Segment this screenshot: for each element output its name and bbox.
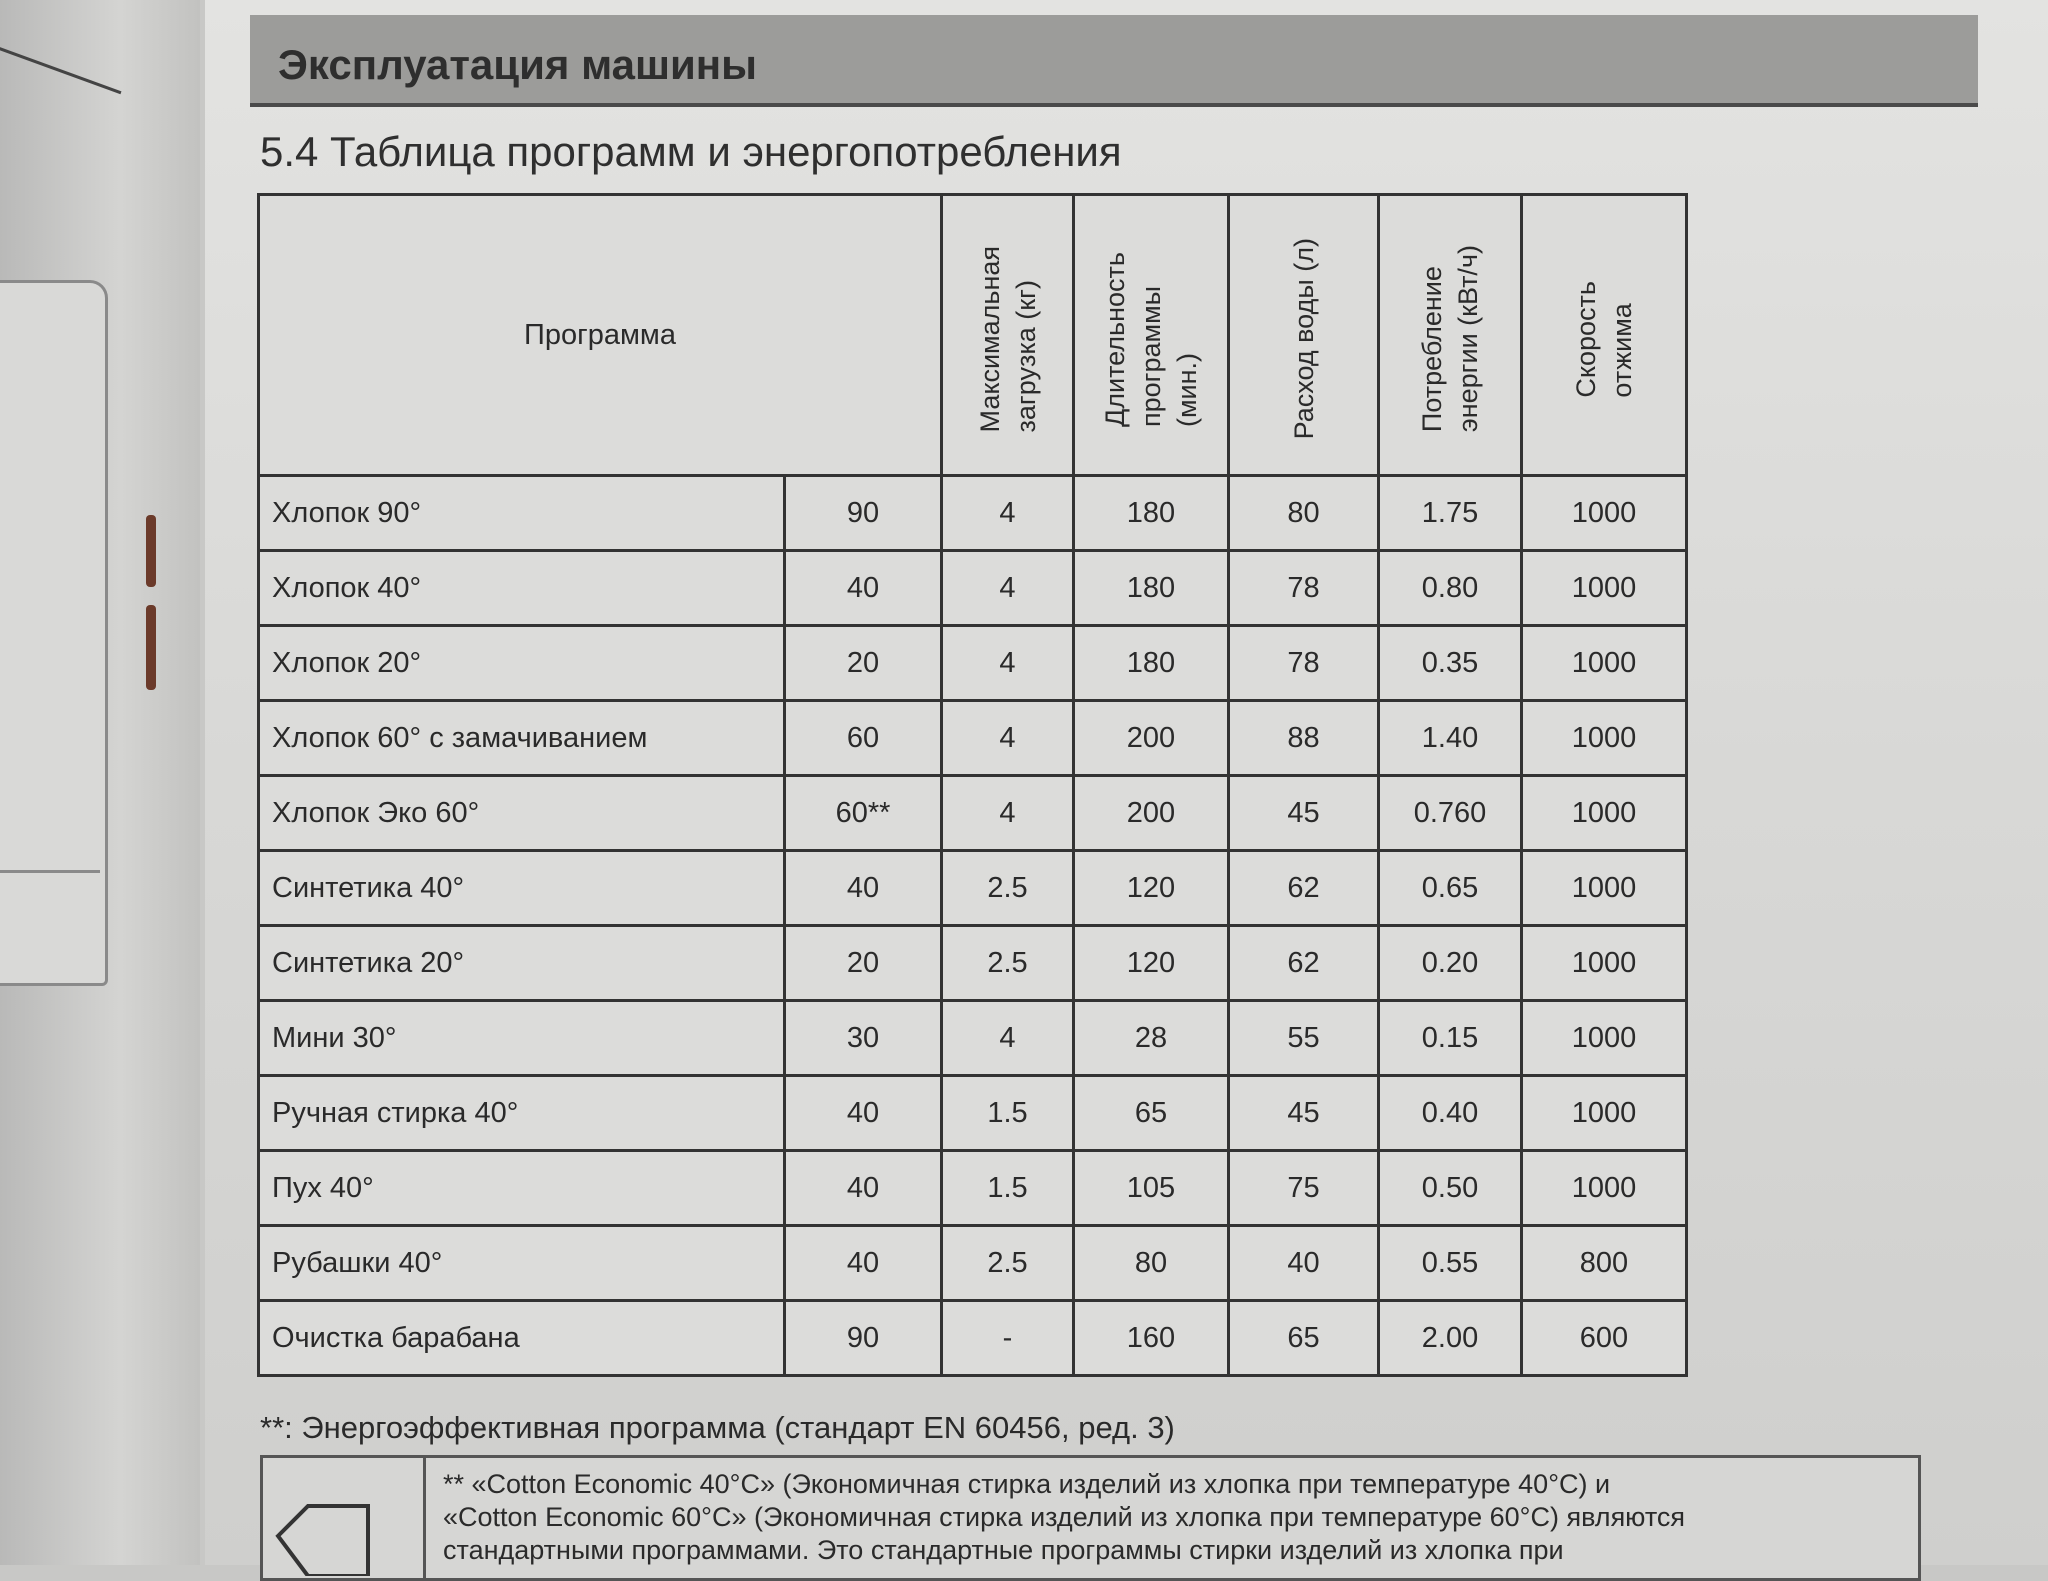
duration-cell: 200	[1074, 701, 1229, 776]
column-header-water	[1229, 195, 1379, 476]
temperature-cell: 60	[785, 701, 942, 776]
column-header-spin-label: Скорость отжима	[1571, 280, 1637, 398]
table-row	[259, 1301, 1687, 1376]
table-row	[259, 776, 1687, 851]
water-cell: 75	[1229, 1151, 1379, 1226]
max-load-cell: -	[942, 1301, 1074, 1376]
table-row	[259, 1151, 1687, 1226]
spin-speed-cell: 1000	[1522, 1076, 1687, 1151]
diagram-line	[0, 40, 121, 94]
energy-cell: 0.50	[1379, 1151, 1522, 1226]
energy-cell: 0.80	[1379, 551, 1522, 626]
column-header-energy	[1379, 195, 1522, 476]
max-load-cell: 2.5	[942, 1226, 1074, 1301]
note-line-1: ** «Cotton Economic 40°C» (Экономичная стирка изделий из хлопка при температуре 40°C) и	[443, 1469, 1611, 1499]
spin-speed-cell: 600	[1522, 1301, 1687, 1376]
temperature-cell: 40	[785, 1226, 942, 1301]
max-load-cell: 2.5	[942, 926, 1074, 1001]
table-row	[259, 701, 1687, 776]
note-box	[260, 1455, 1921, 1581]
duration-cell: 120	[1074, 926, 1229, 1001]
table-row	[259, 851, 1687, 926]
program-table-body	[259, 476, 1687, 1376]
energy-cell: 0.35	[1379, 626, 1522, 701]
duration-cell: 105	[1074, 1151, 1229, 1226]
spin-speed-cell: 1000	[1522, 776, 1687, 851]
info-arrow-icon	[273, 1496, 373, 1576]
energy-cell: 0.20	[1379, 926, 1522, 1001]
spin-speed-cell: 1000	[1522, 1151, 1687, 1226]
note-text	[443, 1468, 1903, 1567]
program-name-cell: Синтетика 40°	[259, 851, 785, 926]
program-name-cell: Хлопок 60° с замачиванием	[259, 701, 785, 776]
program-name-cell: Ручная стирка 40°	[259, 1076, 785, 1151]
max-load-cell: 4	[942, 551, 1074, 626]
note-line-2: «Cotton Economic 60°C» (Экономичная стирка изделий из хлопка при температуре 60°C) являются	[443, 1502, 1686, 1532]
temperature-cell: 40	[785, 1151, 942, 1226]
max-load-cell: 4	[942, 776, 1074, 851]
duration-cell: 160	[1074, 1301, 1229, 1376]
water-cell: 62	[1229, 851, 1379, 926]
program-name-cell: Пух 40°	[259, 1151, 785, 1226]
column-header-water-label: Расход воды (л)	[1288, 238, 1319, 440]
program-name-cell: Синтетика 20°	[259, 926, 785, 1001]
water-cell: 40	[1229, 1226, 1379, 1301]
water-cell: 55	[1229, 1001, 1379, 1076]
spin-speed-cell: 1000	[1522, 476, 1687, 551]
water-cell: 65	[1229, 1301, 1379, 1376]
spin-speed-cell: 1000	[1522, 1001, 1687, 1076]
program-name-cell: Мини 30°	[259, 1001, 785, 1076]
water-cell: 80	[1229, 476, 1379, 551]
temperature-cell: 40	[785, 551, 942, 626]
column-header-max-load-label: Максимальная загрузка (кг)	[974, 245, 1041, 433]
duration-cell: 65	[1074, 1076, 1229, 1151]
max-load-cell: 4	[942, 626, 1074, 701]
left-page-fragment	[0, 0, 200, 1565]
duration-cell: 200	[1074, 776, 1229, 851]
table-row	[259, 926, 1687, 1001]
duration-cell: 180	[1074, 551, 1229, 626]
energy-cell: 0.15	[1379, 1001, 1522, 1076]
energy-cell: 2.00	[1379, 1301, 1522, 1376]
spin-speed-cell: 800	[1522, 1226, 1687, 1301]
table-row	[259, 1001, 1687, 1076]
duration-cell: 180	[1074, 626, 1229, 701]
max-load-cell: 4	[942, 1001, 1074, 1076]
program-name-cell: Хлопок 40°	[259, 551, 785, 626]
note-divider	[423, 1458, 426, 1578]
table-row	[259, 551, 1687, 626]
water-cell: 45	[1229, 776, 1379, 851]
column-header-max-load	[942, 195, 1074, 476]
water-cell: 78	[1229, 626, 1379, 701]
max-load-cell: 4	[942, 476, 1074, 551]
duration-cell: 80	[1074, 1226, 1229, 1301]
temperature-cell: 40	[785, 851, 942, 926]
table-row	[259, 1226, 1687, 1301]
diagram-frame-line	[0, 870, 100, 873]
temperature-cell: 90	[785, 476, 942, 551]
temperature-cell: 20	[785, 626, 942, 701]
table-row	[259, 476, 1687, 551]
water-cell: 88	[1229, 701, 1379, 776]
water-cell: 78	[1229, 551, 1379, 626]
duration-cell: 28	[1074, 1001, 1229, 1076]
column-header-duration-label: Длительность программы (мин.)	[1100, 251, 1202, 427]
temperature-cell: 40	[785, 1076, 942, 1151]
temperature-cell: 60**	[785, 776, 942, 851]
duration-cell: 180	[1074, 476, 1229, 551]
temperature-cell: 90	[785, 1301, 942, 1376]
diagram-frame	[0, 280, 108, 986]
max-load-cell: 4	[942, 701, 1074, 776]
spin-speed-cell: 1000	[1522, 551, 1687, 626]
energy-cell: 0.65	[1379, 851, 1522, 926]
program-name-cell: Рубашки 40°	[259, 1226, 785, 1301]
chapter-header	[250, 15, 1978, 107]
table-row	[259, 626, 1687, 701]
spin-speed-cell: 1000	[1522, 626, 1687, 701]
table-header-row	[259, 195, 1687, 476]
max-load-cell: 1.5	[942, 1151, 1074, 1226]
temperature-cell: 30	[785, 1001, 942, 1076]
program-table	[257, 193, 1688, 1377]
column-header-program: Программа	[259, 195, 942, 476]
max-load-cell: 2.5	[942, 851, 1074, 926]
max-load-cell: 1.5	[942, 1076, 1074, 1151]
chapter-title: Эксплуатация машины	[278, 41, 758, 88]
footnote: **: Энергоэффективная программа (стандарт EN 60456, ред. 3)	[260, 1410, 1175, 1445]
program-table-wrapper	[257, 193, 1688, 1377]
energy-cell: 0.55	[1379, 1226, 1522, 1301]
manual-page	[205, 0, 2048, 1565]
table-row	[259, 1076, 1687, 1151]
duration-cell: 120	[1074, 851, 1229, 926]
note-line-3: стандартными программами. Это стандартные программы стирки изделий из хлопка при	[443, 1535, 1564, 1565]
program-name-cell: Хлопок 20°	[259, 626, 785, 701]
water-cell: 45	[1229, 1076, 1379, 1151]
temperature-cell: 20	[785, 926, 942, 1001]
binding-mark	[146, 515, 156, 587]
program-name-cell: Хлопок Эко 60°	[259, 776, 785, 851]
energy-cell: 1.40	[1379, 701, 1522, 776]
water-cell: 62	[1229, 926, 1379, 1001]
column-header-energy-label: Потребление энергии (кВт/ч)	[1417, 245, 1483, 433]
spin-speed-cell: 1000	[1522, 701, 1687, 776]
energy-cell: 0.40	[1379, 1076, 1522, 1151]
energy-cell: 1.75	[1379, 476, 1522, 551]
binding-mark	[146, 605, 156, 690]
section-title: 5.4 Таблица программ и энергопотребления	[260, 128, 1122, 175]
program-name-cell: Хлопок 90°	[259, 476, 785, 551]
spin-speed-cell: 1000	[1522, 851, 1687, 926]
program-name-cell: Очистка барабана	[259, 1301, 785, 1376]
column-header-spin	[1522, 195, 1687, 476]
spin-speed-cell: 1000	[1522, 926, 1687, 1001]
energy-cell: 0.760	[1379, 776, 1522, 851]
column-header-duration	[1074, 195, 1229, 476]
